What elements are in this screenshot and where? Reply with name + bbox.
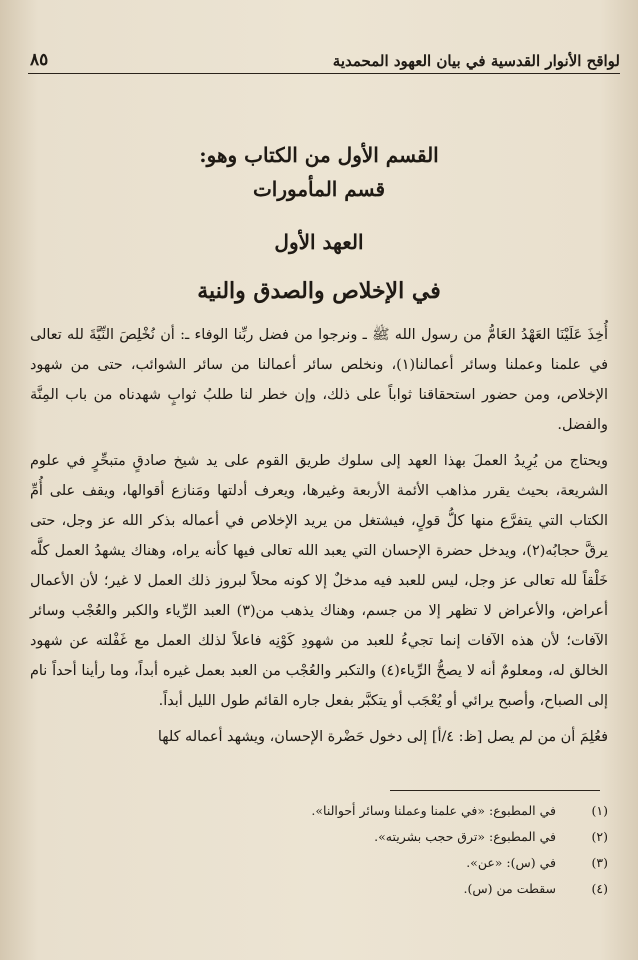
part-subtitle: قسم المأمورات	[252, 177, 386, 201]
footnote	[30, 824, 608, 850]
footnote	[30, 798, 608, 824]
footnote-number: (٣)	[591, 855, 608, 870]
body-text	[30, 320, 608, 752]
header-rule	[28, 73, 620, 74]
footnotes	[30, 798, 608, 902]
page-number: ٨٥	[30, 50, 49, 70]
footnote-number: (١)	[591, 803, 608, 818]
part-title: القسم الأول من الكتاب وهو:	[199, 143, 439, 167]
footnote-text: في (س): «عن».	[466, 855, 557, 870]
footnote-rule	[390, 790, 600, 791]
footnote-number: (٢)	[591, 829, 608, 844]
paragraph-1: أُخِذَ عَلَيْنَا العَهْدُ العَامُّ من رسول الله ﷺ ـ ونرجوا من فضل ربِّنا الوفاء ـ: أن نُخْلِصَ النِّيَّةَ لله تعالى في علمنا وعملنا وسائر أعمالنا(١)، ونخلص سائر أعمالنا من سائر الشوائب، حتى من شهود الإخلاص، ومن حضور استحقاقنا ثواباً على ذلك، وإن خطر لنا طلبُ ثوابٍ شهدناه من باب المِنَّة والفضل.	[30, 327, 608, 433]
footnote	[30, 876, 608, 902]
footnote-text: في المطبوع: «ترق حجب بشريته».	[374, 829, 557, 844]
footnote-text: سقطت من (س).	[463, 881, 557, 896]
footnote	[30, 850, 608, 876]
footnote-text: في المطبوع: «في علمنا وعملنا وسائر أحوالنا».	[311, 803, 557, 818]
section-headings	[30, 138, 608, 308]
topic-title: في الإخلاص والصدق والنية	[197, 278, 441, 304]
footnote-number: (٤)	[591, 881, 608, 896]
running-header	[30, 44, 620, 70]
covenant-title: العهد الأول	[274, 230, 364, 254]
paragraph-2: ويحتاج من يُرِيدُ العملَ بهذا العهد إلى سلوك طريق القوم على يد شيخ صادقٍ متبحِّرٍ في علوم الشريعة، بحيث يقرر مذاهب الأئمة الأربعة وغيرها، ويعرف أدلتها ومَنازع أقوالها، ويقف على أُمِّ الكتاب التي يتفرَّع منها كلُّ قولٍ، فيشتغل من يريد الإخلاص في أعماله بذكر الله عز وجل، حتى يرقَّ حجابُه(٢)، ويدخل حضرة الإحسان التي يعبد الله تعالى فيها كأنه يراه، وهناك يشهدُ العمل كلَّه خَلْقاً لله تعالى عز وجل، ليس للعبد فيه مدخلٌ إلا كونه محلاً لبروز ذلك العمل لا غير؛ لأن الأعمال أعراض، والأعراض لا تظهر إلا من جسم، وهناك يذهب من(٣) العبد الرِّياء والكبر والعُجْب وسائر الآفات؛ لأن هذه الآفات إنما تجيءُ للعبد من شهودِ كَوْنِه فاعلاً لذلك العمل مع غَفْلته عن شهود الخالق له، ومعلومٌ أنه لا يصحُّ الرِّياء(٤) والتكبر والعُجْب من العبد بعمل غيره أبداً، وما رأينا أحداً نام إلى الصباح، وأصبح يرائي أو يُعْجَب أو يتكبَّر بفعل جاره القائم طول الليل أبداً.	[30, 453, 608, 709]
paragraph-3: فعُلِمَ أن من لم يصل [ظ: ٤/أ] إلى دخول حَضْرة الإحسان، ويشهد أعماله كلها	[157, 729, 608, 745]
running-title: لواقح الأنوار القدسية في بيان العهود المحمدية	[332, 52, 620, 70]
